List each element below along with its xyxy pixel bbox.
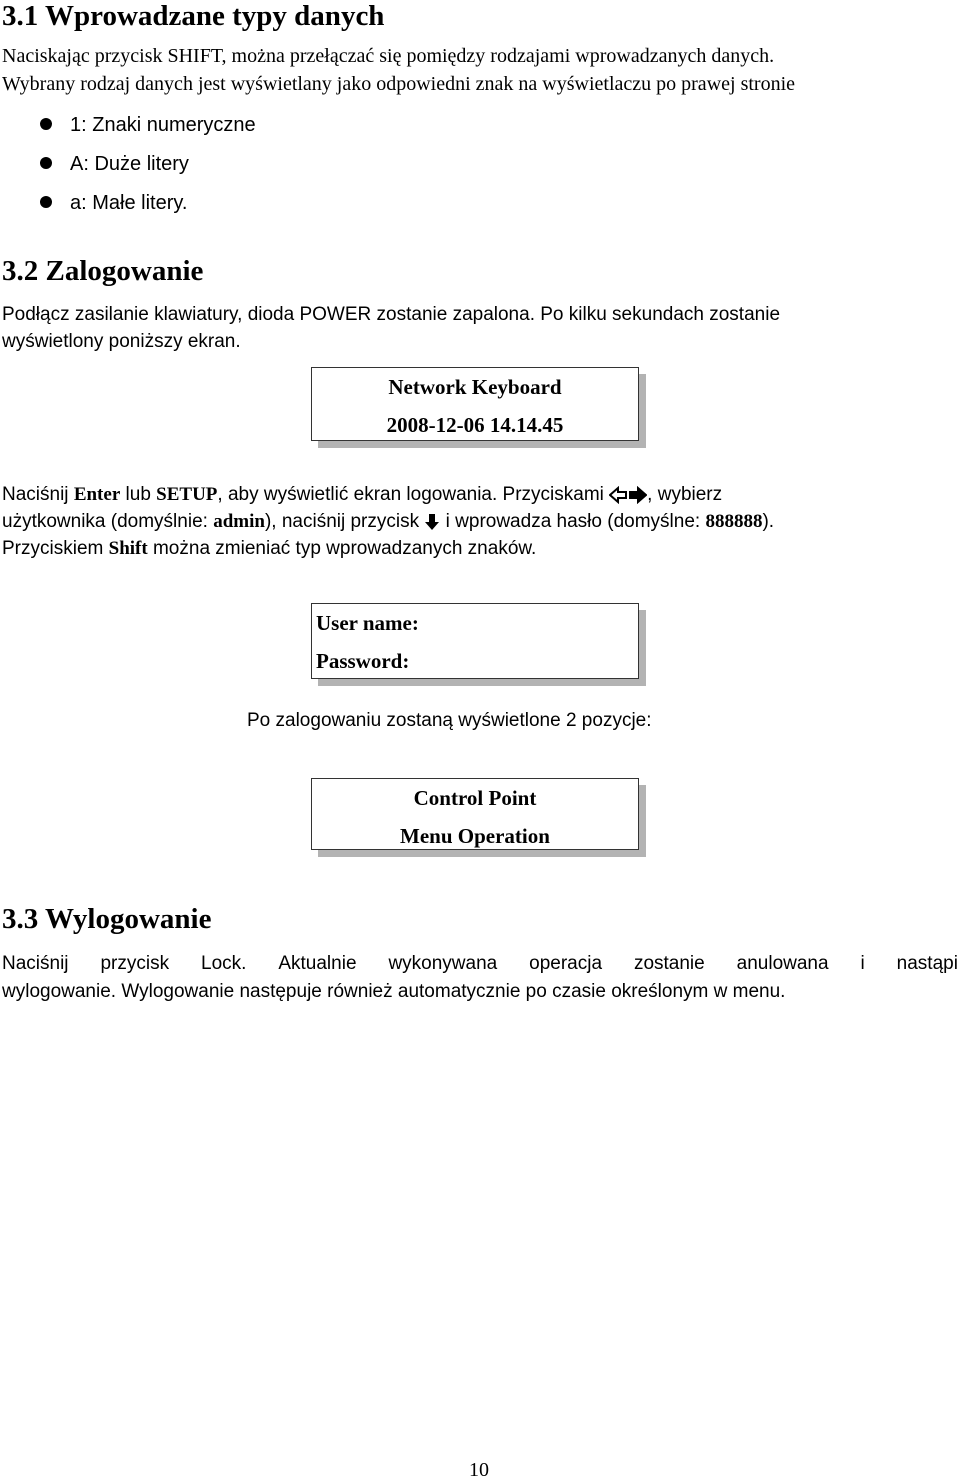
bullet-label: a: Małe litery. xyxy=(70,192,188,214)
login-instructions-line2 xyxy=(2,508,774,535)
text: ). xyxy=(762,511,775,532)
default-password: 888888 xyxy=(705,511,763,532)
word: zostanie xyxy=(633,953,705,974)
screen-datetime: 2008-12-06 14.14.45 xyxy=(386,413,564,437)
text: i wprowadza hasło (domyślne: xyxy=(440,511,706,532)
text: lub xyxy=(120,484,157,505)
screen-title: Network Keyboard xyxy=(388,375,562,399)
s33-line2: wylogowanie. Wylogowanie następuje również automatycznie po czasie określonym w menu. xyxy=(2,981,786,1002)
menu-item-control-point: Control Point xyxy=(413,786,537,810)
left-right-arrow-icon xyxy=(609,486,647,504)
word: Naciśnij xyxy=(2,953,69,974)
enter-key-label: Enter xyxy=(73,484,121,505)
s32-line1: Podłącz zasilanie klawiatury, dioda POWER zostanie zapalona. Po kilku sekundach zostanie xyxy=(2,304,781,325)
text: ), naciśnij przycisk xyxy=(264,511,425,532)
word: przycisk xyxy=(100,953,170,974)
word: Aktualnie xyxy=(278,953,357,974)
default-user: admin xyxy=(213,511,265,532)
text: użytkownika (domyślnie: xyxy=(2,511,214,532)
bullet-label: 1: Znaki numeryczne xyxy=(70,114,256,136)
word: operacja xyxy=(529,953,603,974)
text: można zmieniać typ wprowadzanych znaków. xyxy=(147,538,537,559)
s33-line1 xyxy=(2,950,958,977)
bullet-item xyxy=(40,190,187,216)
text: Przyciskiem xyxy=(2,538,109,559)
bullet-item xyxy=(40,151,189,177)
section-3-1-heading: 3.1 Wprowadzane typy danych xyxy=(2,0,385,32)
text: Naciśnij xyxy=(2,484,74,505)
text: , aby wyświetlić ekran logowania. Przyciskami xyxy=(217,484,610,505)
bullet-icon xyxy=(40,157,52,169)
screen-menu xyxy=(311,778,639,850)
word: anulowana xyxy=(736,953,829,974)
word: i xyxy=(860,953,865,974)
after-login-text: Po zalogowaniu zostaną wyświetlone 2 pozycje: xyxy=(247,710,652,731)
shift-key-label: Shift xyxy=(108,538,148,559)
bullet-label: A: Duże litery xyxy=(70,153,189,175)
right-arrow-icon xyxy=(630,488,646,502)
s32-line2: wyświetlony poniższy ekran. xyxy=(2,331,241,352)
section-3-2-heading: 3.2 Zalogowanie xyxy=(2,255,204,287)
down-arrow-icon xyxy=(424,513,440,531)
user-name-label: User name: xyxy=(316,611,419,635)
text: , wybierz xyxy=(647,484,723,505)
screen-login xyxy=(311,603,639,679)
bullet-item xyxy=(40,112,256,138)
menu-item-menu-operation: Menu Operation xyxy=(400,824,550,848)
s31-line2: Wybrany rodzaj danych jest wyświetlany jako odpowiedni znak na wyświetlaczu po prawej stronie xyxy=(2,73,795,95)
bullet-icon xyxy=(40,196,52,208)
word: Lock. xyxy=(201,953,247,974)
setup-key-label: SETUP xyxy=(156,484,218,505)
word: wykonywana xyxy=(388,953,498,974)
bullet-icon xyxy=(40,118,52,130)
login-instructions-line3 xyxy=(2,535,536,562)
word: nastąpi xyxy=(896,953,958,974)
left-arrow-icon xyxy=(610,488,626,502)
password-label: Password: xyxy=(316,649,410,673)
screen-network-keyboard xyxy=(311,367,639,441)
section-3-3-heading: 3.3 Wylogowanie xyxy=(2,903,212,935)
s31-line1: Naciskając przycisk SHIFT, można przełączać się pomiędzy rodzajami wprowadzanych danych. xyxy=(2,45,775,67)
page-number: 10 xyxy=(469,1459,489,1481)
login-instructions-line1 xyxy=(2,481,722,508)
